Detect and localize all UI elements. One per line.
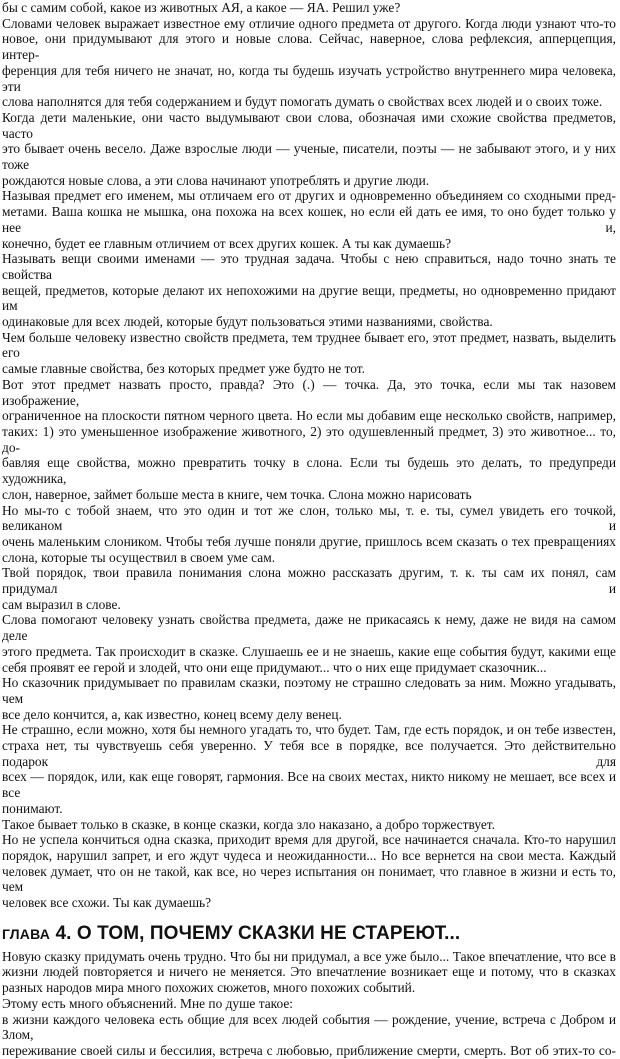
text-line: Слова помогают человеку узнать свойства предмета, даже не прикасаясь к нему, даже не видя на самом деле: [2, 612, 616, 644]
text-line: Вот этот предмет назвать просто, правда? Это (.) — точка. Да, это точка, если мы так назовем изображение,: [2, 376, 616, 408]
text-before-chapter: [2, 0, 616, 911]
text-line: Этому есть много объяснений. Мне по душе такое:: [2, 995, 294, 1011]
text-after-chapter: [2, 949, 616, 1059]
text-line: вещей, предметов, которые делают их непохожими на другие вещи, предметы, но одновременно придают им: [2, 282, 616, 314]
text-line: Называя предмет его именем, мы отличаем его от других и одновременно объединяем со сходными пред-: [2, 188, 616, 204]
text-line: Называть вещи своими именами — это трудная задача. Чтобы с нею справиться, надо точно знать те свойства: [2, 251, 616, 282]
text-line: ференция для тебя ничего не значат, но, когда ты будешь изучать устройство внутреннего мира человека, эти: [2, 62, 616, 94]
text-line: Но мы-то с тобой знаем, что это один и тот же слон, только мы, т. е. ты, сумел увидеть его точкой, великаном и: [2, 502, 616, 534]
text-line: понимают.: [2, 800, 63, 816]
text-line: слон, наверное, займет больше места в книге, чем точка. Слона можно нарисовать: [2, 486, 472, 502]
text-line: бы с самим собой, какое из животных АЯ, а какое — ЯА. Решил уже?: [2, 0, 401, 15]
chapter-number: 4.: [55, 922, 72, 944]
text-line: очень маленьким слоником. Чтобы тебя лучше поняли другие, пришлось всем сказать о тех превращениях: [2, 533, 616, 549]
text-line: это бывает очень весело. Даже взрослые люди — ученые, писатели, поэты — не забывают этого, и у них тоже: [2, 141, 616, 173]
text-line: Когда дети маленькие, они часто выдумывают свои слова, обозначая ими схожие свойства предметов, часто: [2, 109, 616, 141]
text-line: всех — порядок, или, как еще говорят, гармония. Все на своих местах, никто никому не мешает, все всех и все: [2, 769, 616, 801]
text-line: одинаковые для всех людей, которые будут пользоваться этими названиями, свойства.: [2, 314, 493, 330]
text-line: метами. Ваша кошка не мышка, она похожа на всех кошек, но если ей дать ее имя, то оно будет только у нее и,: [2, 204, 616, 235]
text-line: Но сказочник придумывает по правилам сказки, поэтому не страшно следовать за ним. Можно угадывать, чем: [2, 675, 616, 706]
text-line: в жизни каждого человека есть общие для всех людей события — рождение, учение, встреча с Добром и Злом,: [2, 1011, 616, 1043]
text-line: Словами человек выражает известное ему отличие одного предмета от другого. Когда люди узнают что-то: [2, 15, 616, 31]
text-line: этого предмета. Так происходит в сказке. Слушаешь ее и не знаешь, какие еще события будут, какими еще: [2, 643, 616, 659]
text-line: Твой порядок, твои правила понимания слона можно рассказать другим, т. к. ты сам их понял, сам придумал и: [2, 565, 616, 597]
chapter-title: О ТОМ, ПОЧЕМУ СКАЗКИ НЕ СТАРЕЮТ...: [76, 922, 461, 944]
text-line: таких: 1) это уменьшенное изображение животного, 2) это одушевленный предмет, 3) это животное... то, до-: [2, 423, 616, 455]
text-line: слова наполнятся для тебя содержанием и будут помогать думать о свойствах всех людей и о своих тоже.: [2, 94, 603, 110]
chapter-label: ГЛАВА: [2, 925, 51, 942]
text-line: бавляя еще свойства, можно превратить точку в слона. Если ты будешь это делать, то предупреди художника,: [2, 455, 616, 487]
text-line: сам выразил в слове.: [2, 596, 121, 612]
text-line: конечно, будет ее главным отличием от всех других кошек. А ты как думаешь?: [2, 235, 452, 251]
text-line: рождаются новые слова, а эти слова начинают употреблять и другие люди.: [2, 172, 430, 188]
text-line: Но не успела кончиться одна сказка, приходит время для другой, все начинается сначала. Кто-то нарушил: [2, 832, 616, 848]
text-line: себя проявят ее герой и злодей, что они еще придумают... что о них еще придумает сказочник...: [2, 659, 547, 675]
text-line: порядок, нарушил запрет, и его ждут чудеса и неожиданности... Но все вернется на свои места. Каждый: [2, 847, 616, 863]
text-line: Новую сказку придумать очень трудно. Что бы ни придумал, а все уже было... Такое впечатление, что все в: [2, 948, 616, 964]
text-line: все дело кончится, а, как известно, конец всему делу венец.: [2, 706, 342, 722]
text-line: ограниченное на плоскости пятном черного цвета. Но если мы добавим еще несколько свойств, например,: [2, 408, 616, 424]
text-line: человек все схожи. Ты как думаешь?: [2, 895, 212, 911]
text-line: Не страшно, если можно, хотя бы немного угадать то, что будет. Там, где есть порядок, и он тебе известен,: [2, 722, 616, 738]
text-line: Чем больше человеку известно свойств предмета, тем труднее бывает его, этот предмет, назвать, выделить его: [2, 329, 616, 361]
text-line: жизни людей повторяется и ничего не меняется. Это впечатление возникает еще и потому, что в сказках: [2, 964, 616, 980]
document-page: [2, 0, 616, 1059]
text-line: новое, они придумывают для этого и новые слова. Сейчас, наверное, слова рефлексия, апперцепция, интер-: [2, 31, 616, 63]
text-line: разных народов мира много похожих сюжетов, много похожих событий.: [2, 980, 416, 996]
text-line: человек думает, что он не такой, как все, но через испытания он понимает, что главное в жизни и есть то, чем: [2, 863, 616, 895]
text-line: самые главные свойства, без которых предмет уже будто не тот.: [2, 361, 365, 377]
text-line: слона, которые ты осуществил в своем уме сам.: [2, 549, 276, 565]
text-line: переживание своей силы и бессилия, встреча с любовью, приближение смерти, смерть. Вот об этих-то со-: [2, 1043, 616, 1058]
text-line: Такое бывает только в сказке, в конце сказки, когда зло наказано, а добро торжествует.: [2, 816, 495, 832]
chapter-heading: [2, 922, 616, 946]
text-line: страха нет, ты чувствуешь себя уверенно. У тебя все в порядке, все получается. Это действительно подарок для: [2, 738, 616, 769]
